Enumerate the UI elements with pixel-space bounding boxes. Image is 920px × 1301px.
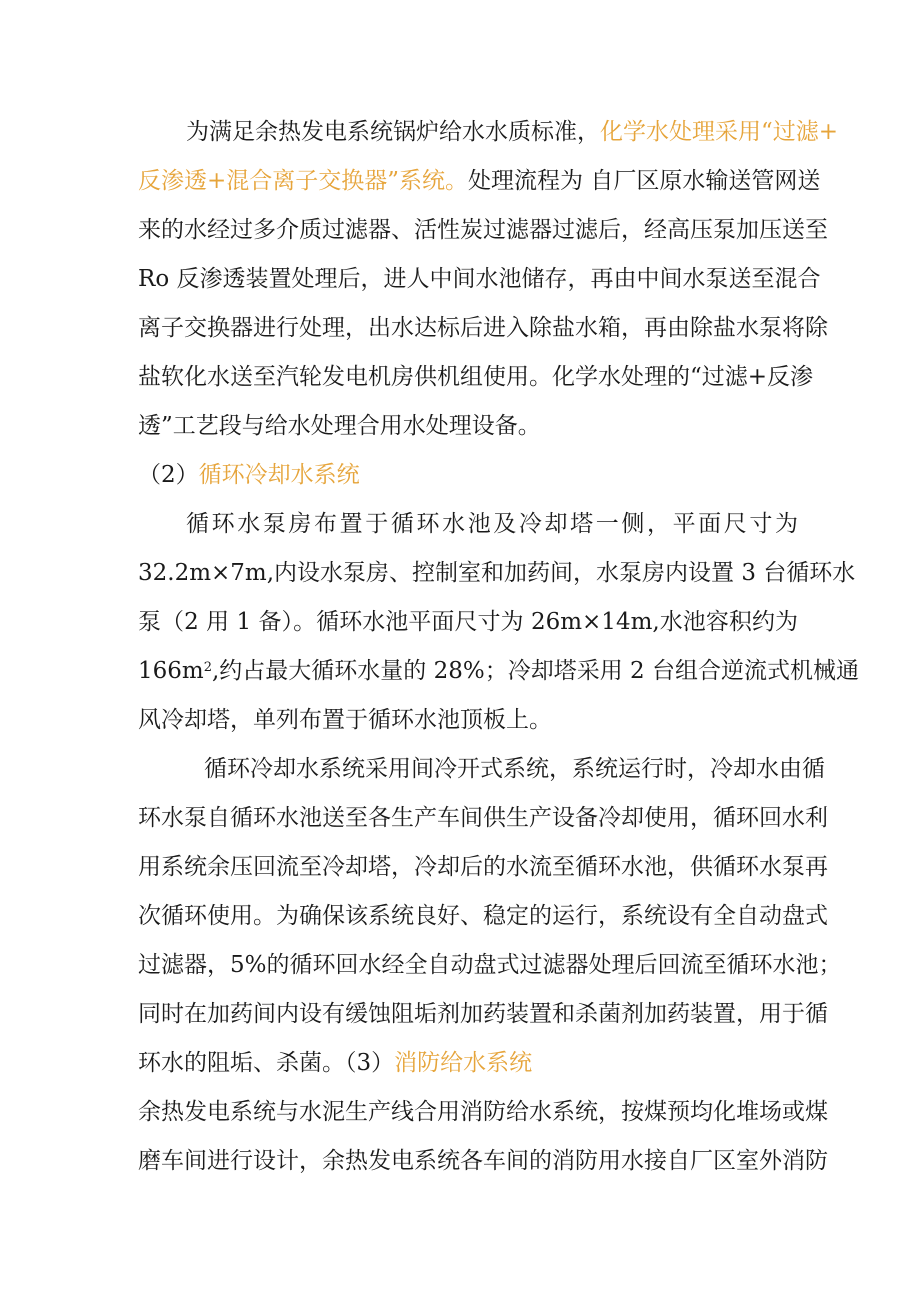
paragraph-3-line-2: 环水泵自循环水池送至各生产车间供生产设备冷却使用，循环回水利 [138, 805, 828, 831]
paragraph-1-line-6: 盐软化水送至汽轮发电机房供机组使用。化学水处理的“过滤+反渗 [138, 364, 814, 390]
text-run: 环水的阻垢、杀菌。（3） [138, 1050, 395, 1076]
paragraph-2-line-5: 风冷却塔，单列布置于循环水池顶板上。 [138, 707, 552, 733]
text-run: 为满足余热发电系统锅炉给水水质标准， [186, 119, 600, 145]
paragraph-3-line-6: 同时在加药间内设有缓蚀阻垢剂加药装置和杀菌剂加药装置，用于循 [138, 1001, 828, 1027]
paragraph-2-line-2: 32.2m×7m,内设水泵房、控制室和加药间，水泵房内设置 3 台循环水 [138, 560, 856, 586]
section-number: （2） [138, 462, 199, 488]
superscript: 2 [203, 660, 212, 675]
paragraph-1-line-3: 来的水经过多介质过滤器、活性炭过滤器过滤后，经高压泵加压送至 [138, 217, 828, 243]
paragraph-4-line-1: 余热发电系统与水泥生产线合用消防给水系统，按煤预均化堆场或煤 [138, 1099, 828, 1125]
paragraph-3-line-5: 过滤器，5%的循环回水经全自动盘式过滤器处理后回流至循环水池； [138, 952, 842, 978]
highlighted-text: 反渗透+混合离子交换器”系统。 [138, 168, 469, 194]
paragraph-3-line-7 [138, 1048, 798, 1078]
paragraph-3-line-4: 次循环使用。为确保该系统良好、稳定的运行，系统设有全自动盘式 [138, 903, 828, 929]
paragraph-1-line-1 [186, 117, 839, 147]
paragraph-3-line-3: 用系统余压回流至冷却塔，冷却后的水流至循环水池，供循环水泵再 [138, 854, 828, 880]
paragraph-1-line-2 [138, 166, 821, 196]
highlighted-text: 化学水处理采用“过滤+ [600, 119, 839, 145]
section-title: 循环冷却水系统 [198, 462, 360, 488]
section-title: 消防给水系统 [394, 1050, 533, 1076]
section-heading-2 [138, 460, 798, 490]
paragraph-2-line-3: 泵（2 用 1 备）。循环水池平面尺寸为 26m×14m,水池容积约为 [138, 609, 798, 635]
paragraph-3-line-1: 循环冷却水系统采用间冷开式系统，系统运行时，冷却水由循 [204, 756, 825, 782]
text-run: 处理流程为 自厂区原水输送管网送 [468, 168, 821, 194]
paragraph-1-line-4: Ro 反渗透装置处理后，进人中间水池储存，再由中间水泵送至混合 [138, 266, 821, 292]
text-run: ,约占最大循环水量的 28%；冷却塔采用 2 台组合逆流式机械通 [212, 658, 859, 684]
paragraph-2-line-4 [138, 656, 859, 686]
paragraph-1-line-7: 透”工艺段与给水处理合用水处理设备。 [138, 413, 541, 439]
paragraph-4-line-2: 磨车间进行设计，余热发电系统各车间的消防用水接自厂区室外消防 [138, 1148, 828, 1174]
text-run: 166m [138, 658, 204, 684]
paragraph-1-line-5: 离子交换器进行处理，出水达标后进入除盐水箱，再由除盐水泵将除 [138, 315, 828, 341]
paragraph-2-line-1: 循环水泵房布置于循环水池及冷却塔一侧，平面尺寸为 [186, 511, 798, 537]
